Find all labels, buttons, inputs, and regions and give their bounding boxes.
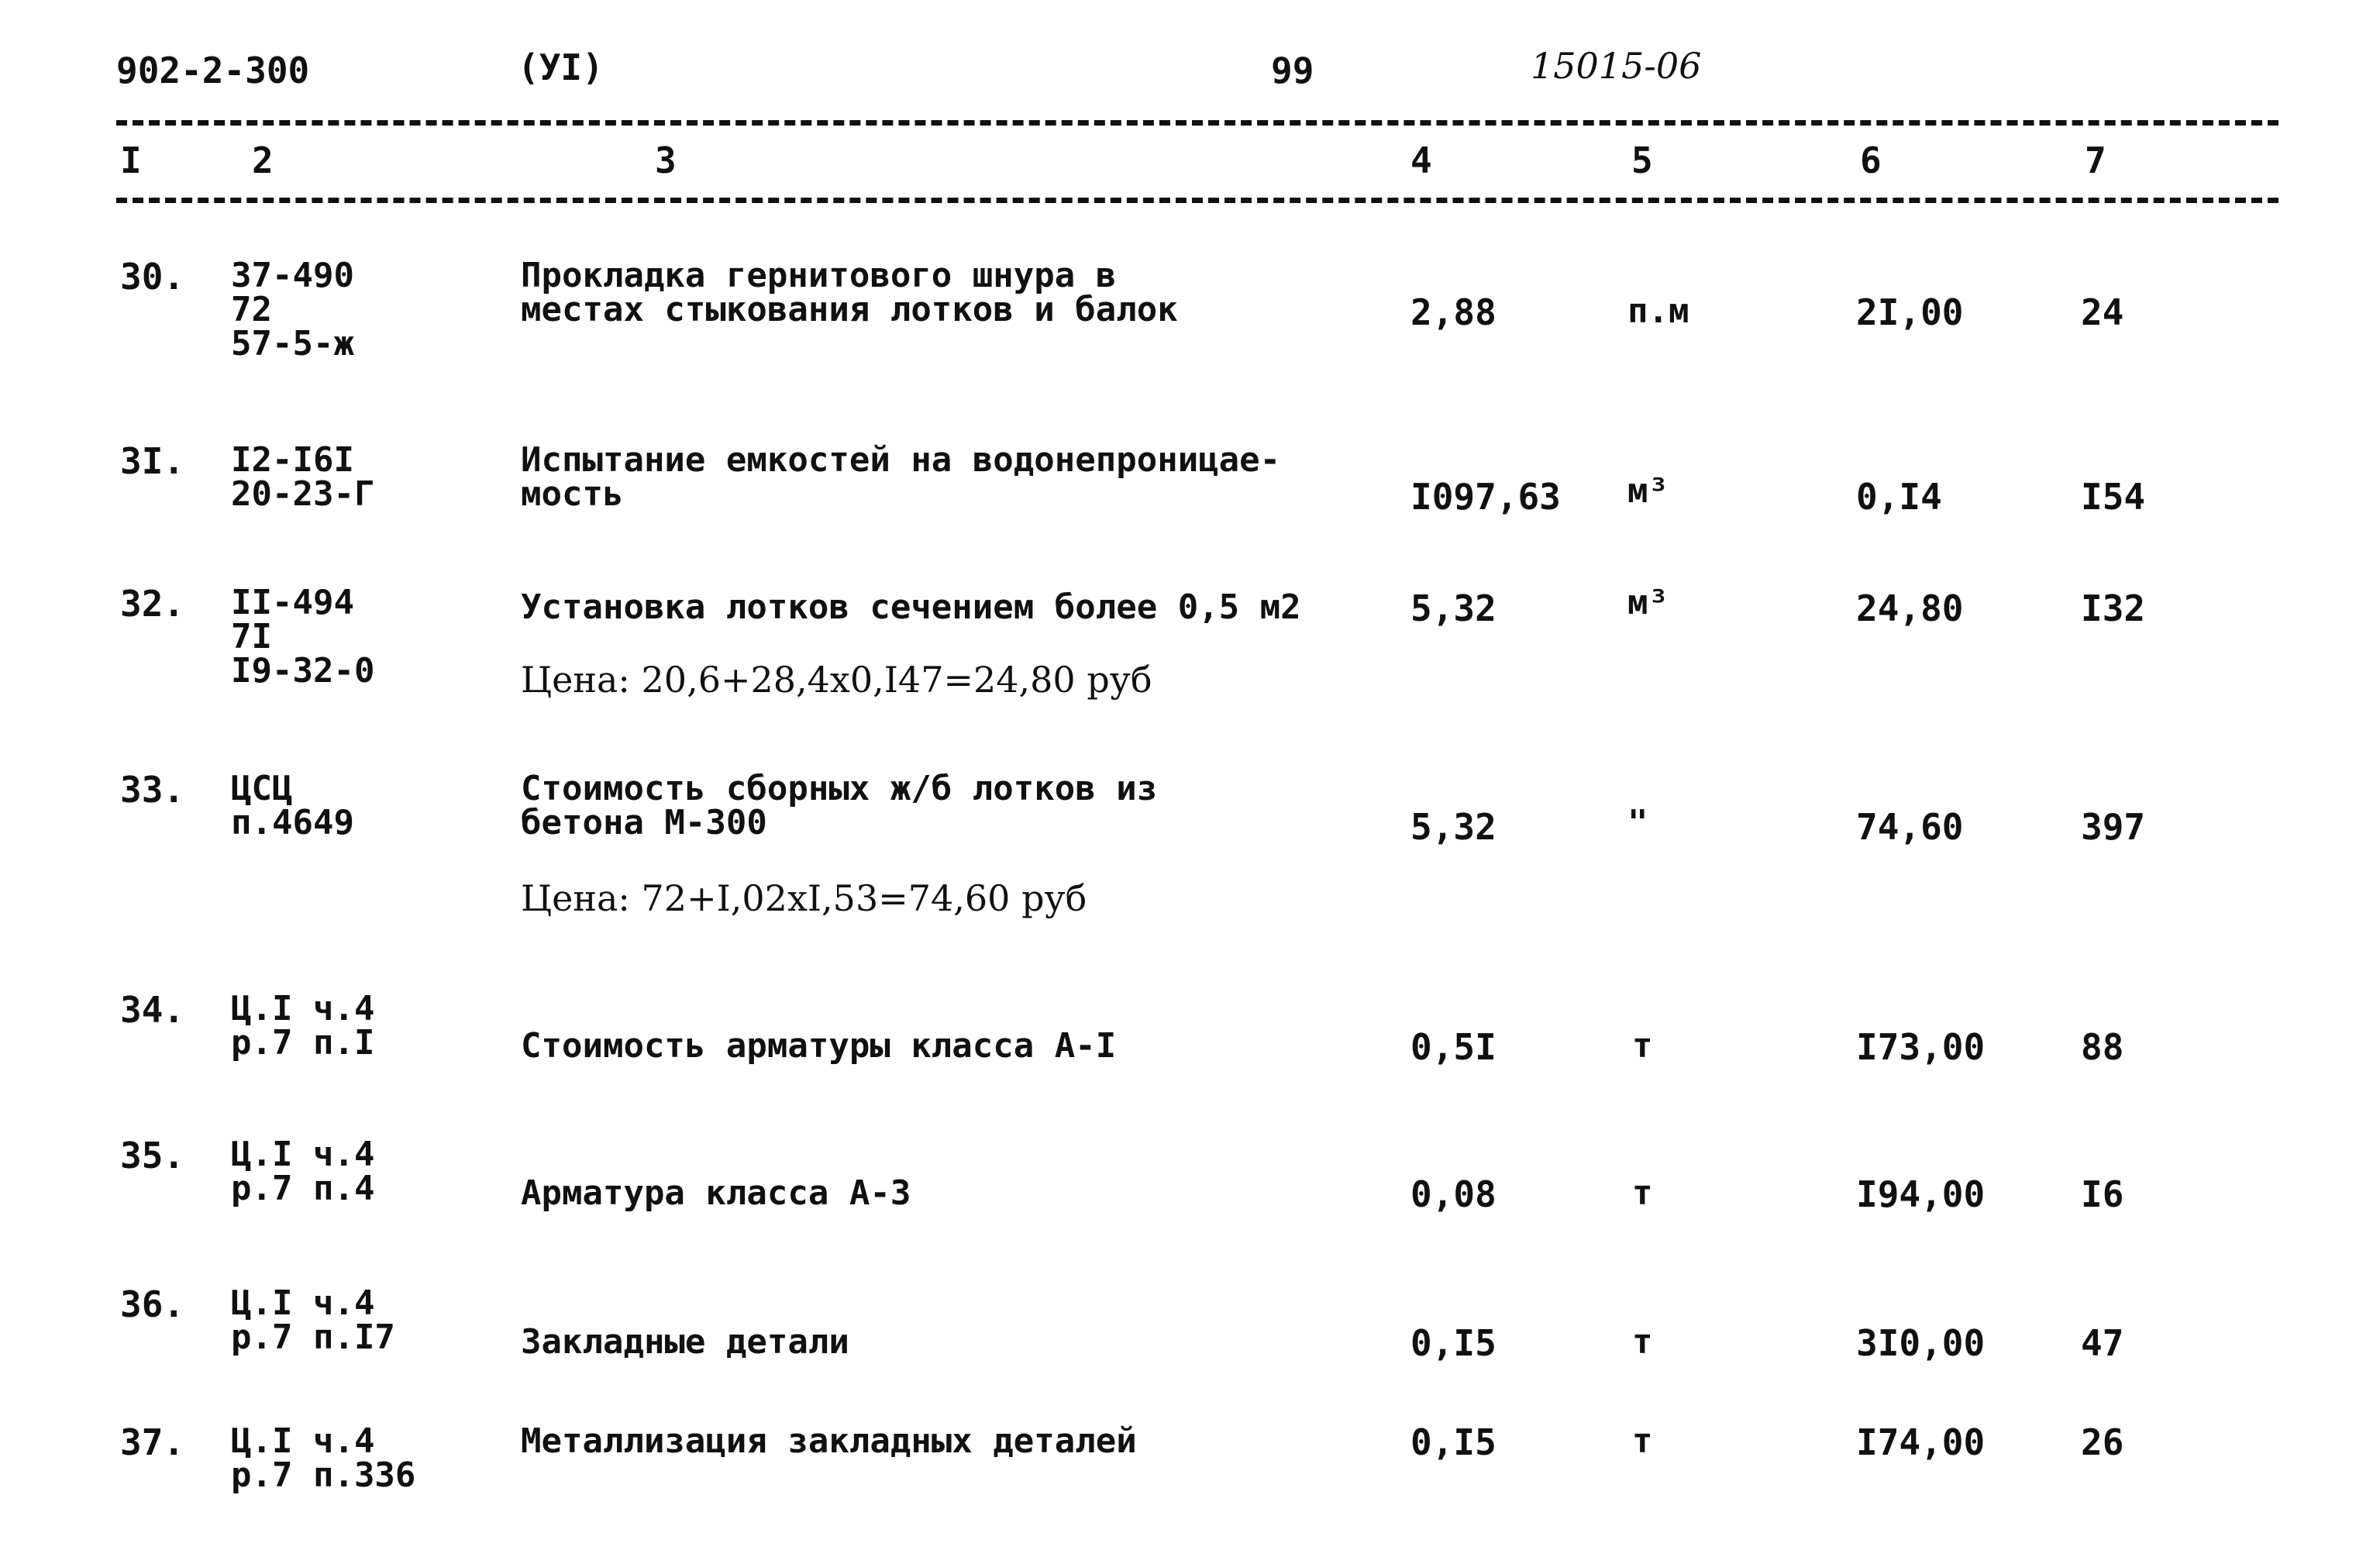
quantity: 0,5I bbox=[1410, 1026, 1497, 1068]
unit: м³ bbox=[1627, 583, 1669, 622]
unit: т bbox=[1632, 1421, 1653, 1461]
total-cost: I54 bbox=[2081, 476, 2146, 518]
total-cost: 88 bbox=[2081, 1026, 2124, 1068]
unit-price: I94,00 bbox=[1856, 1173, 1986, 1215]
work-description: Прокладка гернитового шнура в местах стыкования лотков и балок bbox=[521, 256, 1178, 329]
unit-price: 24,80 bbox=[1856, 587, 1964, 629]
total-cost: 26 bbox=[2081, 1421, 2124, 1463]
column-header-4: 4 bbox=[1410, 140, 1432, 181]
norm-code: Ц.I ч.4 р.7 п.4 bbox=[231, 1135, 375, 1208]
row-number: 3I. bbox=[120, 440, 185, 482]
row-number: 30. bbox=[120, 256, 185, 298]
work-description: Стоимость арматуры класса А-I bbox=[521, 1026, 1117, 1066]
norm-code: 37-490 72 57-5-ж bbox=[231, 256, 354, 363]
total-cost: 24 bbox=[2081, 291, 2124, 333]
quantity: 5,32 bbox=[1410, 806, 1497, 848]
norm-code: Ц.I ч.4 р.7 п.I7 bbox=[231, 1283, 395, 1357]
unit-price: 2I,00 bbox=[1856, 291, 1964, 333]
total-cost: I6 bbox=[2081, 1173, 2124, 1215]
norm-code: I2-I6I 20-23-Г bbox=[231, 440, 375, 514]
row-number: 37. bbox=[120, 1421, 185, 1463]
document-number: 902-2-300 bbox=[116, 50, 310, 91]
header-rule-bottom bbox=[116, 198, 2278, 203]
unit-price: I74,00 bbox=[1856, 1421, 1986, 1463]
total-cost: 397 bbox=[2081, 806, 2146, 848]
total-cost: I32 bbox=[2081, 587, 2146, 629]
unit: м³ bbox=[1627, 471, 1669, 511]
unit-price: 0,I4 bbox=[1856, 476, 1942, 518]
quantity: 2,88 bbox=[1410, 291, 1497, 333]
norm-code: ЦСЦ п.4649 bbox=[231, 769, 354, 842]
header-rule-top bbox=[116, 120, 2278, 126]
quantity: 5,32 bbox=[1410, 587, 1497, 629]
quantity: I097,63 bbox=[1410, 476, 1561, 518]
row-number: 36. bbox=[120, 1283, 185, 1325]
price-note: Цена: 72+I,02хI,53=74,60 руб bbox=[521, 877, 1087, 919]
unit: п.м bbox=[1627, 291, 1689, 331]
unit: " bbox=[1627, 803, 1648, 842]
total-cost: 47 bbox=[2081, 1322, 2124, 1364]
column-header-7: 7 bbox=[2085, 140, 2106, 181]
work-description: Стоимость сборных ж/б лотков из бетона М-300 bbox=[521, 769, 1158, 842]
unit: т bbox=[1632, 1026, 1653, 1066]
row-number: 34. bbox=[120, 989, 185, 1031]
unit-price: I73,00 bbox=[1856, 1026, 1986, 1068]
work-description: Закладные детали bbox=[521, 1322, 849, 1362]
unit-price: 3I0,00 bbox=[1856, 1322, 1986, 1364]
handwritten-stamp: 15015-06 bbox=[1531, 45, 1702, 87]
quantity: 0,I5 bbox=[1410, 1421, 1497, 1463]
page-number: 99 bbox=[1271, 50, 1314, 91]
work-description: Арматура класса А-3 bbox=[521, 1173, 911, 1213]
quantity: 0,I5 bbox=[1410, 1322, 1497, 1364]
norm-code: Ц.I ч.4 р.7 п.336 bbox=[231, 1421, 416, 1495]
work-description: Металлизация закладных деталей bbox=[521, 1421, 1137, 1461]
unit: т bbox=[1632, 1322, 1653, 1362]
column-header-1: I bbox=[120, 140, 142, 181]
row-number: 32. bbox=[120, 583, 185, 625]
work-description: Установка лотков сечением более 0,5 м2 bbox=[521, 587, 1301, 627]
price-note: Цена: 20,6+28,4х0,I47=24,80 руб bbox=[521, 659, 1152, 701]
section-label: (УI) bbox=[518, 47, 604, 88]
norm-code: II-494 7I I9-32-0 bbox=[231, 583, 375, 691]
unit: т bbox=[1632, 1173, 1653, 1213]
column-header-3: 3 bbox=[655, 140, 677, 181]
row-number: 35. bbox=[120, 1135, 185, 1176]
norm-code: Ц.I ч.4 р.7 п.I bbox=[231, 989, 375, 1063]
column-header-6: 6 bbox=[1860, 140, 1882, 181]
unit-price: 74,60 bbox=[1856, 806, 1964, 848]
column-header-5: 5 bbox=[1631, 140, 1653, 181]
column-header-2: 2 bbox=[252, 140, 274, 181]
quantity: 0,08 bbox=[1410, 1173, 1497, 1215]
row-number: 33. bbox=[120, 769, 185, 811]
work-description: Испытание емкостей на водонепроницае- мость bbox=[521, 440, 1281, 514]
